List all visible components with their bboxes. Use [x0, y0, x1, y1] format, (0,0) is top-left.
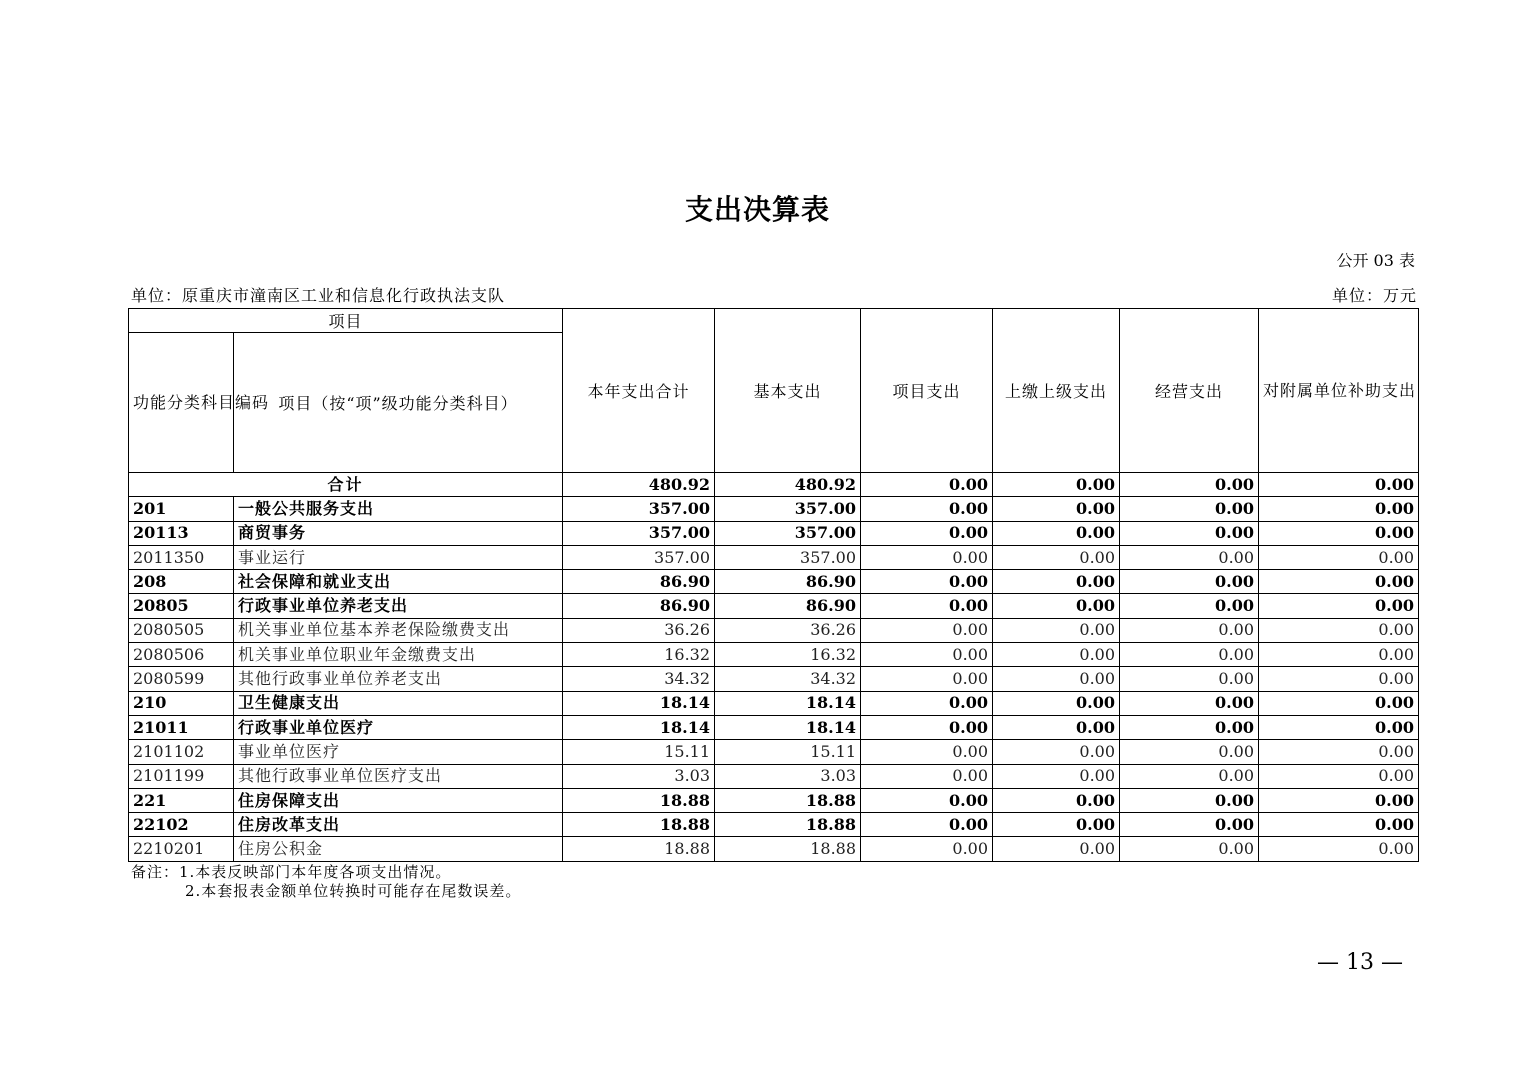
- row-value: 0.00: [1120, 570, 1259, 594]
- total-value: 480.92: [563, 473, 715, 497]
- row-value: 18.88: [563, 813, 715, 837]
- row-name: 住房保障支出: [234, 788, 563, 812]
- row-value: 0.00: [1259, 691, 1419, 715]
- row-value: 0.00: [861, 715, 993, 739]
- total-value: 0.00: [1120, 473, 1259, 497]
- row-value: 86.90: [563, 594, 715, 618]
- row-value: 357.00: [715, 497, 861, 521]
- table-row: [129, 813, 1419, 837]
- row-value: 16.32: [715, 643, 861, 667]
- row-value: 18.88: [715, 813, 861, 837]
- row-value: 18.14: [715, 691, 861, 715]
- row-value: 0.00: [1259, 497, 1419, 521]
- header-business: 经营支出: [1120, 309, 1259, 473]
- table-row: [129, 764, 1419, 788]
- row-value: 0.00: [1120, 691, 1259, 715]
- table-row: [129, 594, 1419, 618]
- row-code: 2080505: [129, 618, 234, 642]
- row-value: 0.00: [1259, 570, 1419, 594]
- row-value: 0.00: [1259, 837, 1419, 861]
- row-value: 86.90: [563, 570, 715, 594]
- row-value: 0.00: [1120, 788, 1259, 812]
- row-value: 15.11: [715, 740, 861, 764]
- row-value: 0.00: [1259, 545, 1419, 569]
- row-name: 商贸事务: [234, 521, 563, 545]
- table-row: [129, 643, 1419, 667]
- row-value: 0.00: [861, 594, 993, 618]
- row-value: 0.00: [1120, 764, 1259, 788]
- row-value: 18.14: [563, 691, 715, 715]
- row-code: 208: [129, 570, 234, 594]
- row-code: 221: [129, 788, 234, 812]
- row-value: 0.00: [1120, 740, 1259, 764]
- row-value: 18.14: [563, 715, 715, 739]
- row-value: 34.32: [563, 667, 715, 691]
- total-label: 合计: [129, 473, 563, 497]
- row-value: 0.00: [861, 764, 993, 788]
- row-value: 0.00: [861, 570, 993, 594]
- row-value: 18.88: [563, 837, 715, 861]
- row-value: 0.00: [861, 667, 993, 691]
- row-value: 0.00: [861, 497, 993, 521]
- table-row: [129, 521, 1419, 545]
- expenditure-table: [128, 308, 1419, 862]
- row-value: 16.32: [563, 643, 715, 667]
- header-project-expenditure: 项目支出: [861, 309, 993, 473]
- row-value: 0.00: [1259, 521, 1419, 545]
- row-name: 行政事业单位养老支出: [234, 594, 563, 618]
- row-value: 18.14: [715, 715, 861, 739]
- row-value: 0.00: [861, 691, 993, 715]
- row-value: 0.00: [861, 643, 993, 667]
- row-value: 0.00: [1259, 618, 1419, 642]
- row-name: 行政事业单位医疗: [234, 715, 563, 739]
- row-code: 2101102: [129, 740, 234, 764]
- row-code: 2101199: [129, 764, 234, 788]
- row-code: 201: [129, 497, 234, 521]
- row-value: 0.00: [1120, 643, 1259, 667]
- row-name: 卫生健康支出: [234, 691, 563, 715]
- row-name: 机关事业单位基本养老保险缴费支出: [234, 618, 563, 642]
- currency-unit: 单位：万元: [1331, 286, 1417, 305]
- table-row: [129, 570, 1419, 594]
- row-value: 0.00: [1259, 740, 1419, 764]
- table-row: [129, 788, 1419, 812]
- header-project: 项目: [129, 309, 563, 333]
- row-value: 18.88: [715, 837, 861, 861]
- row-value: 357.00: [715, 521, 861, 545]
- table-row: [129, 545, 1419, 569]
- row-value: 0.00: [1120, 497, 1259, 521]
- row-code: 2080506: [129, 643, 234, 667]
- row-value: 357.00: [563, 497, 715, 521]
- row-name: 社会保障和就业支出: [234, 570, 563, 594]
- row-value: 0.00: [861, 521, 993, 545]
- total-row: [129, 473, 1419, 497]
- row-value: 0.00: [993, 764, 1120, 788]
- row-value: 18.88: [715, 788, 861, 812]
- row-value: 0.00: [993, 594, 1120, 618]
- row-value: 0.00: [1259, 594, 1419, 618]
- row-value: 0.00: [1120, 521, 1259, 545]
- row-value: 36.26: [715, 618, 861, 642]
- header-total: 本年支出合计: [563, 309, 715, 473]
- header-upper-payment: 上缴上级支出: [993, 309, 1120, 473]
- row-code: 210: [129, 691, 234, 715]
- row-value: 86.90: [715, 570, 861, 594]
- row-name: 其他行政事业单位养老支出: [234, 667, 563, 691]
- total-value: 0.00: [1259, 473, 1419, 497]
- row-value: 0.00: [993, 691, 1120, 715]
- row-value: 0.00: [1120, 667, 1259, 691]
- row-name: 住房改革支出: [234, 813, 563, 837]
- total-value: 480.92: [715, 473, 861, 497]
- row-value: 0.00: [993, 813, 1120, 837]
- table-row: [129, 667, 1419, 691]
- notes: [131, 863, 521, 901]
- form-number: 公开 03 表: [1336, 251, 1415, 270]
- row-value: 0.00: [861, 788, 993, 812]
- row-value: 86.90: [715, 594, 861, 618]
- header-name: 项目（按“项”级功能分类科目）: [234, 333, 563, 473]
- row-value: 0.00: [1120, 813, 1259, 837]
- row-value: 0.00: [861, 545, 993, 569]
- note-line-1: 备注：1.本表反映部门本年度各项支出情况。: [131, 863, 452, 881]
- row-name: 机关事业单位职业年金缴费支出: [234, 643, 563, 667]
- row-value: 0.00: [861, 837, 993, 861]
- row-value: 0.00: [993, 497, 1120, 521]
- row-value: 0.00: [1259, 643, 1419, 667]
- total-value: 0.00: [993, 473, 1120, 497]
- reporting-unit: 单位：原重庆市潼南区工业和信息化行政执法支队: [131, 286, 506, 305]
- row-value: 0.00: [1259, 715, 1419, 739]
- row-value: 0.00: [993, 618, 1120, 642]
- row-value: 0.00: [1259, 667, 1419, 691]
- row-value: 0.00: [993, 837, 1120, 861]
- row-value: 357.00: [715, 545, 861, 569]
- header-subsidy: 对附属单位补助支出: [1259, 309, 1419, 473]
- table-row: [129, 691, 1419, 715]
- table-row: [129, 740, 1419, 764]
- header-code: 功能分类科目编码: [129, 333, 234, 473]
- row-name: 一般公共服务支出: [234, 497, 563, 521]
- row-value: 0.00: [1259, 764, 1419, 788]
- row-value: 0.00: [861, 740, 993, 764]
- row-code: 2210201: [129, 837, 234, 861]
- page-title: 支出决算表: [684, 193, 830, 226]
- row-value: 0.00: [993, 570, 1120, 594]
- table-row: [129, 618, 1419, 642]
- table-row: [129, 837, 1419, 861]
- row-value: 18.88: [563, 788, 715, 812]
- note-line-2: 2.本套报表金额单位转换时可能存在尾数误差。: [185, 882, 522, 900]
- row-value: 0.00: [1120, 837, 1259, 861]
- row-value: 15.11: [563, 740, 715, 764]
- row-code: 21011: [129, 715, 234, 739]
- row-value: 0.00: [861, 618, 993, 642]
- row-code: 2080599: [129, 667, 234, 691]
- table-row: [129, 715, 1419, 739]
- row-value: 0.00: [993, 667, 1120, 691]
- row-code: 22102: [129, 813, 234, 837]
- total-value: 0.00: [861, 473, 993, 497]
- header-basic: 基本支出: [715, 309, 861, 473]
- row-value: 3.03: [563, 764, 715, 788]
- row-name: 住房公积金: [234, 837, 563, 861]
- row-name: 事业运行: [234, 545, 563, 569]
- row-name: 事业单位医疗: [234, 740, 563, 764]
- row-value: 0.00: [993, 740, 1120, 764]
- row-value: 34.32: [715, 667, 861, 691]
- row-value: 0.00: [993, 788, 1120, 812]
- row-value: 36.26: [563, 618, 715, 642]
- row-value: 0.00: [993, 715, 1120, 739]
- page-number: — 13 —: [1317, 950, 1403, 975]
- row-code: 20113: [129, 521, 234, 545]
- row-value: 0.00: [1120, 715, 1259, 739]
- row-code: 2011350: [129, 545, 234, 569]
- row-value: 357.00: [563, 545, 715, 569]
- row-value: 0.00: [1259, 813, 1419, 837]
- row-value: 0.00: [1120, 618, 1259, 642]
- row-value: 3.03: [715, 764, 861, 788]
- row-value: 0.00: [993, 545, 1120, 569]
- row-value: 0.00: [1120, 545, 1259, 569]
- row-code: 20805: [129, 594, 234, 618]
- row-value: 0.00: [993, 521, 1120, 545]
- row-name: 其他行政事业单位医疗支出: [234, 764, 563, 788]
- row-value: 0.00: [861, 813, 993, 837]
- row-value: 357.00: [563, 521, 715, 545]
- row-value: 0.00: [993, 643, 1120, 667]
- row-value: 0.00: [1120, 594, 1259, 618]
- table-row: [129, 497, 1419, 521]
- row-value: 0.00: [1259, 788, 1419, 812]
